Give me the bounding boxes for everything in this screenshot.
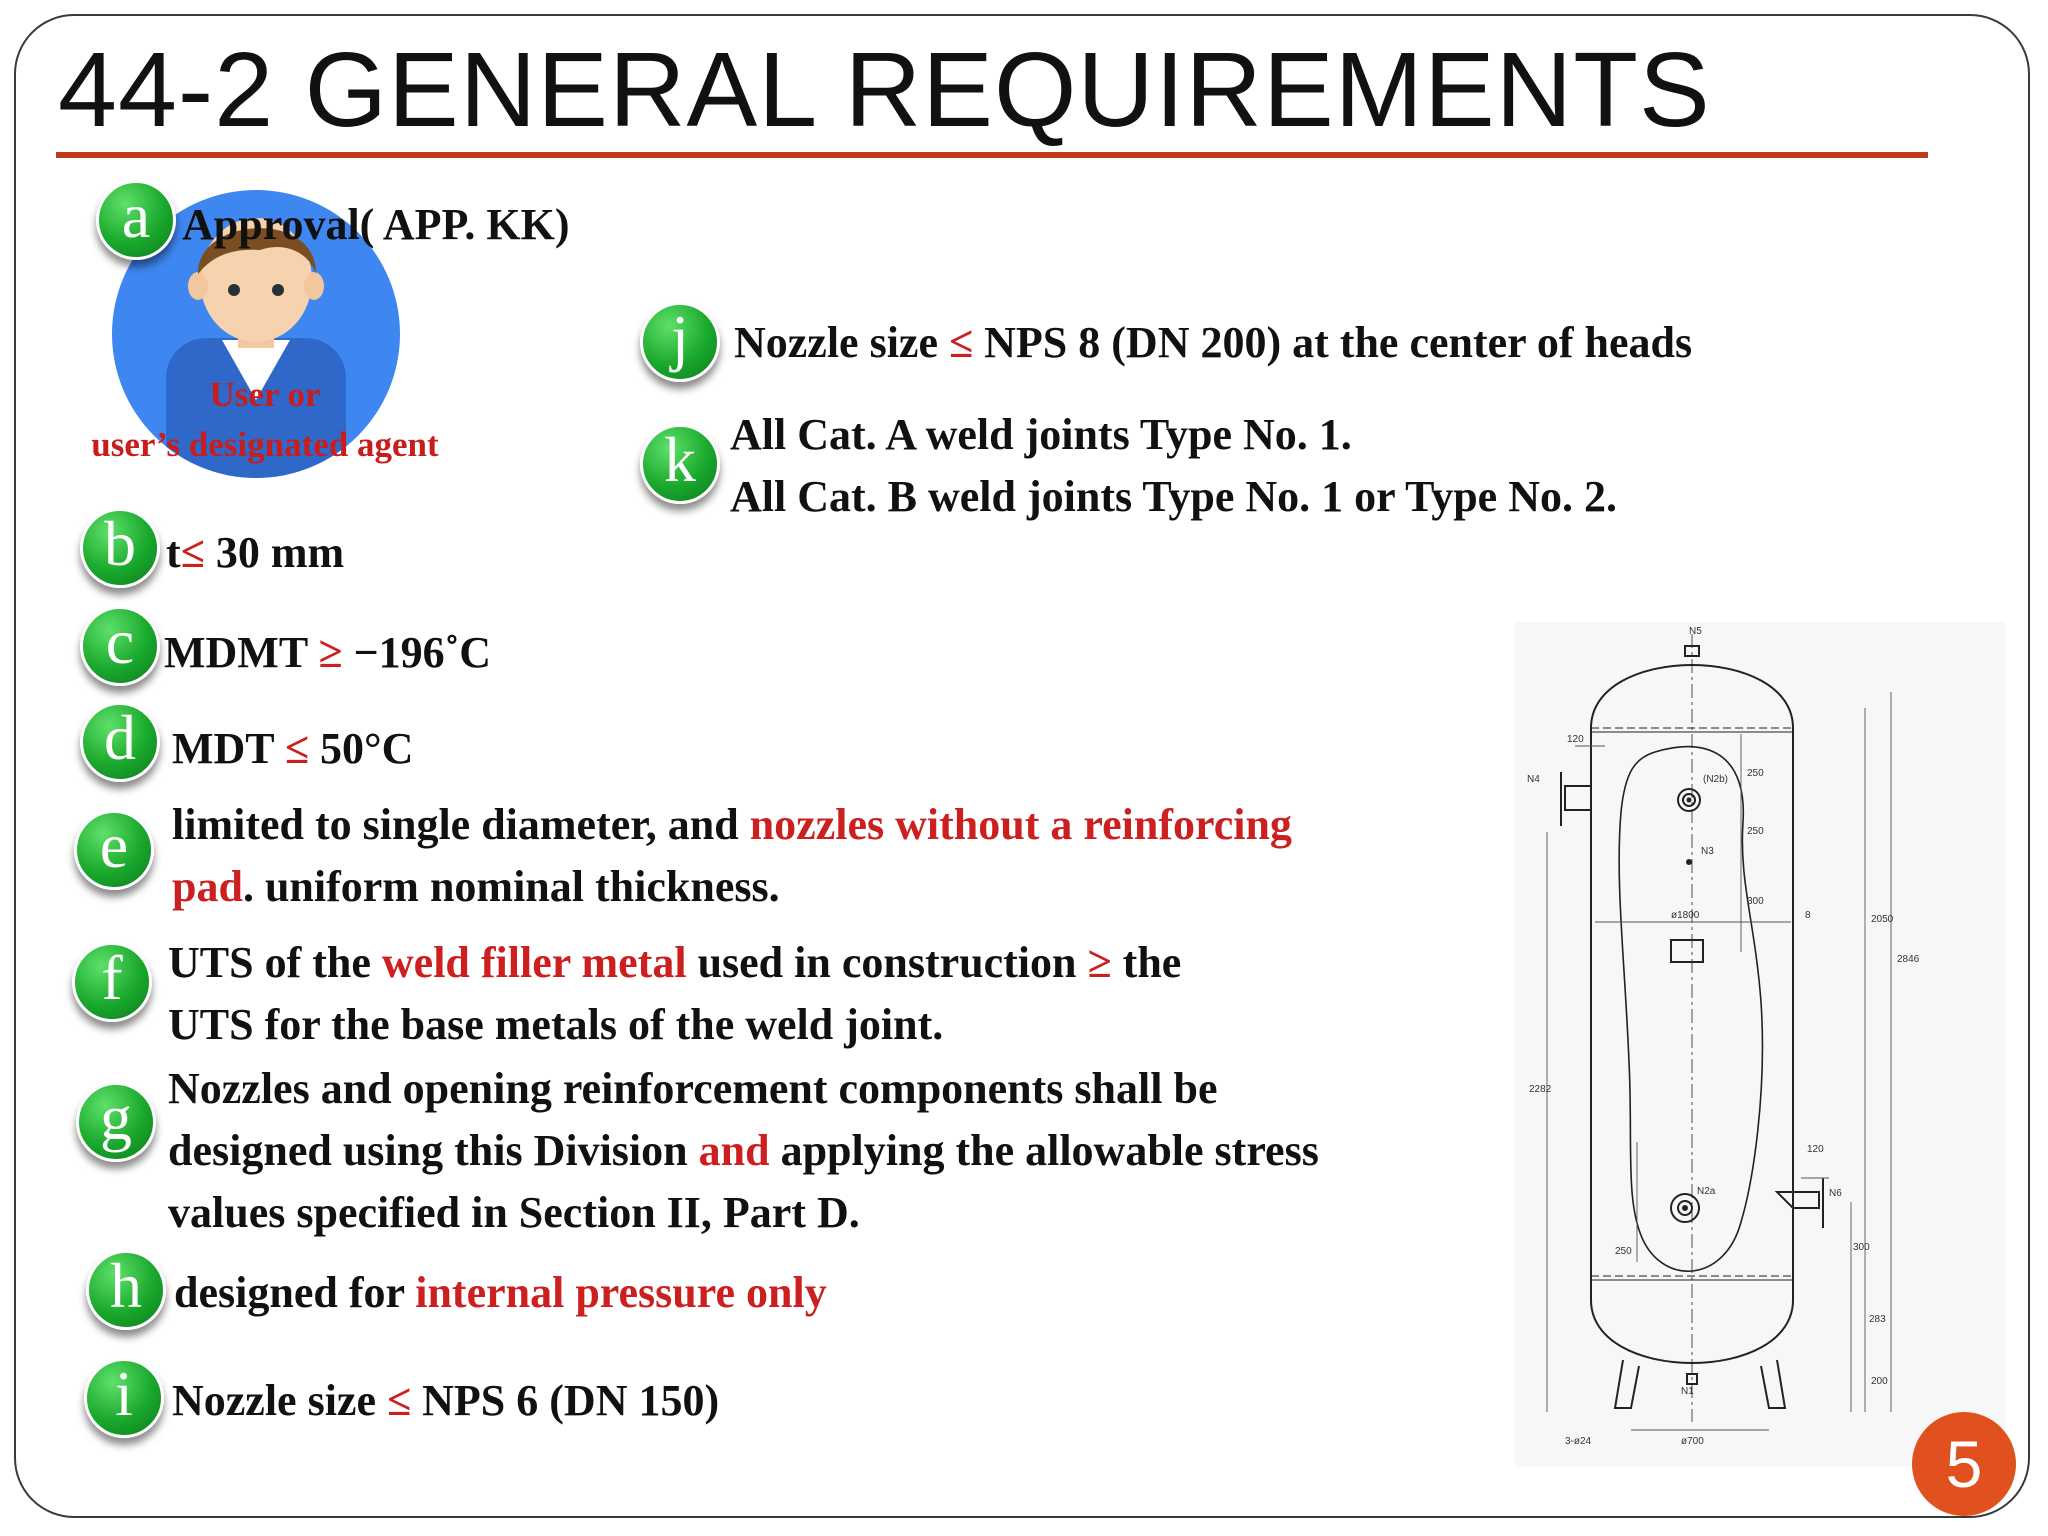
- item-g-line1: Nozzles and opening reinforcement components shall be: [168, 1064, 1218, 1113]
- item-g-line3: values specified in Section II, Part D.: [168, 1188, 860, 1237]
- badge-b: b: [80, 508, 160, 588]
- drawing-label-n3: N3: [1701, 846, 1714, 857]
- drawing-label-250a: 250: [1747, 768, 1764, 779]
- item-b-text: t≤ 30 mm: [166, 528, 345, 577]
- vessel-drawing-svg: [1515, 622, 2005, 1467]
- drawing-label-n5: N5: [1689, 626, 1702, 637]
- avatar-label: [60, 370, 470, 470]
- drawing-label-300b: 300: [1853, 1242, 1870, 1253]
- badge-g: g: [76, 1082, 156, 1162]
- item-k-line2: All Cat. B weld joints Type No. 1 or Type No. 2.: [730, 472, 1617, 521]
- drawing-label-1800: ø1800: [1671, 910, 1700, 921]
- drawing-label-120b: 120: [1807, 1144, 1824, 1155]
- badge-i: i: [84, 1358, 164, 1438]
- badge-j: j: [640, 302, 720, 382]
- drawing-label-250c: 250: [1615, 1246, 1632, 1257]
- avatar-label-line1: User or: [209, 375, 321, 414]
- item-d-text: MDT ≤ 50°C: [172, 724, 414, 773]
- drawing-label-120a: 120: [1567, 734, 1584, 745]
- item-k-line1: All Cat. A weld joints Type No. 1.: [730, 410, 1352, 459]
- item-a-text: Approval( APP. KK): [182, 200, 570, 249]
- item-j-text: Nozzle size ≤ NPS 8 (DN 200) at the center of heads: [734, 318, 1693, 367]
- drawing-label-n2a: N2a: [1697, 1186, 1716, 1197]
- drawing-label-283: 283: [1869, 1314, 1886, 1325]
- item-f-line1: UTS of the weld filler metal used in construction ≥ the: [168, 938, 1182, 987]
- item-g-line2: designed using this Division and applying the allowable stress: [168, 1126, 1319, 1175]
- badge-h: h: [86, 1250, 166, 1330]
- badge-d: d: [80, 702, 160, 782]
- item-i-text: Nozzle size ≤ NPS 6 (DN 150): [172, 1376, 720, 1425]
- page-number: 5: [1912, 1412, 2016, 1516]
- badge-k: k: [640, 424, 720, 504]
- drawing-label-250b: 250: [1747, 826, 1764, 837]
- badge-f: f: [72, 942, 152, 1022]
- drawing-label-n4: N4: [1527, 774, 1540, 785]
- drawing-label-n1: N1: [1681, 1386, 1694, 1397]
- badge-e: e: [74, 810, 154, 890]
- drawing-label-2846: 2846: [1897, 954, 1920, 965]
- drawing-label-n2b: (N2b): [1703, 774, 1729, 785]
- avatar-label-line2: user’s designated agent: [91, 425, 439, 464]
- drawing-label-700: ø700: [1681, 1436, 1704, 1447]
- badge-c: c: [80, 606, 160, 686]
- drawing-label-n6: N6: [1829, 1188, 1842, 1199]
- item-h-text: designed for internal pressure only: [174, 1268, 827, 1317]
- item-f-line2: UTS for the base metals of the weld joint.: [168, 1000, 944, 1049]
- drawing-label-3x24: 3-ø24: [1565, 1436, 1592, 1447]
- drawing-label-2050: 2050: [1871, 914, 1894, 925]
- drawing-label-200: 200: [1871, 1376, 1888, 1387]
- drawing-label-300a: 300: [1747, 896, 1764, 907]
- item-e-line2: pad. uniform nominal thickness.: [172, 862, 780, 911]
- badge-a: a: [96, 180, 176, 260]
- vessel-drawing: [1515, 622, 2005, 1467]
- drawing-label-8: 8: [1805, 910, 1811, 921]
- slide-title: 44-2 GENERAL REQUIREMENTS: [58, 31, 1711, 149]
- item-e-line1: limited to single diameter, and nozzles without a reinforcing: [172, 800, 1292, 849]
- drawing-label-2282: 2282: [1529, 1084, 1552, 1095]
- item-c-text: MDMT ≥ −196˚C: [164, 628, 492, 677]
- title-underline: [56, 152, 1928, 158]
